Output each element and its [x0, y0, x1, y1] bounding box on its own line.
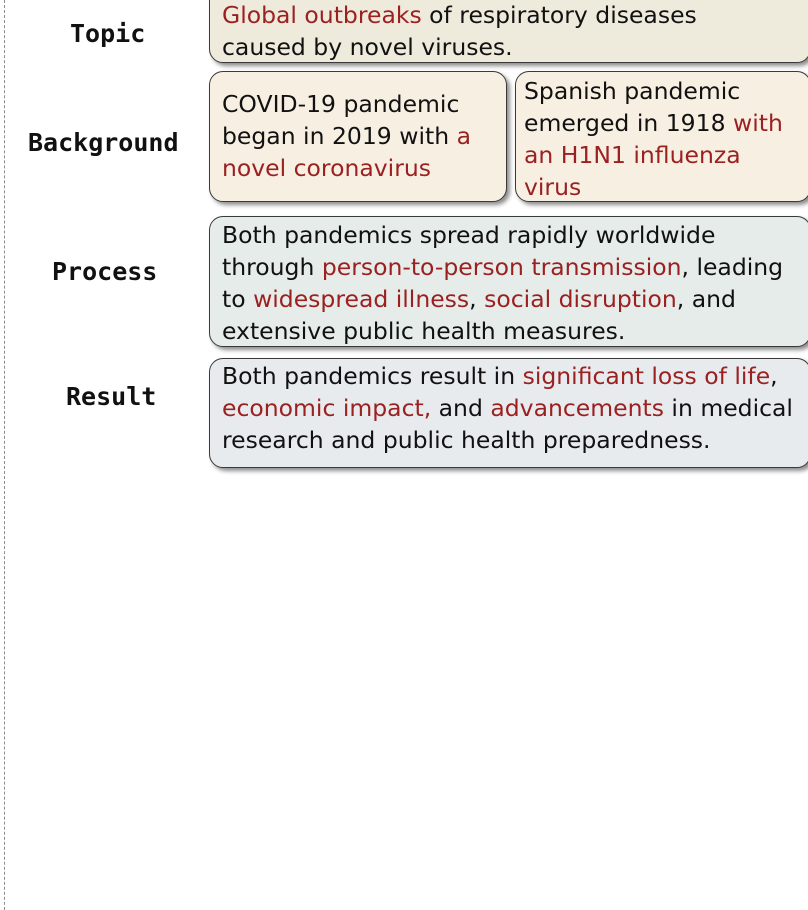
- background-right-line-2-highlight: with: [733, 109, 783, 137]
- label-topic: Topic: [70, 19, 146, 48]
- background-right-line-2-plain: emerged in 1918: [524, 109, 733, 137]
- topic-line-1-rest: of respiratory diseases: [421, 1, 697, 29]
- process-line-3: [222, 283, 736, 315]
- background-left-line-2: [222, 120, 471, 152]
- background-left-line-3: novel coronavirus: [222, 154, 431, 182]
- label-process: Process: [52, 257, 158, 286]
- background-right-box: [515, 71, 808, 202]
- result-line-1-rest: ,: [770, 362, 778, 390]
- result-line-1-highlight: significant loss of life: [522, 362, 771, 390]
- process-box: [209, 216, 808, 347]
- topic-line-2: caused by novel viruses.: [222, 33, 513, 61]
- background-right-line-3: an H1N1 influenza: [524, 141, 741, 169]
- process-line-1: Both pandemics spread rapidly worldwide: [222, 221, 716, 249]
- process-line-2-rest: , leading: [681, 253, 784, 281]
- result-box: [209, 358, 808, 468]
- background-left-line-2-plain: began in 2019 with: [222, 122, 457, 150]
- background-left-box: [209, 71, 507, 202]
- result-line-2-rest: in medical: [663, 394, 793, 422]
- process-line-4: extensive public health measures.: [222, 317, 626, 345]
- label-result: Result: [66, 382, 157, 411]
- result-line-1-plain: Both pandemics result in: [222, 362, 523, 390]
- process-line-3-rest: , and: [676, 285, 736, 313]
- background-left-line-1: COVID-19 pandemic: [222, 90, 460, 118]
- background-right-line-2: [524, 107, 783, 139]
- topic-box: [209, 0, 808, 63]
- result-line-2-highlight-1: economic impact,: [222, 394, 432, 422]
- process-line-2: [222, 251, 783, 283]
- background-left-line-2-highlight: a: [456, 122, 471, 150]
- process-line-2-plain: through: [222, 253, 322, 281]
- topic-highlight: Global outbreaks: [222, 1, 422, 29]
- topic-line-1: [222, 0, 697, 31]
- background-right-line-4: virus: [524, 173, 582, 201]
- process-line-3-highlight-1: widespread illness: [253, 285, 470, 313]
- label-background: Background: [28, 128, 179, 157]
- result-line-1: [222, 360, 778, 392]
- process-line-3-highlight-2: social disruption: [484, 285, 677, 313]
- result-line-3: research and public health preparedness.: [222, 426, 711, 454]
- background-right-line-1: Spanish pandemic: [524, 77, 741, 105]
- process-line-3-plain: to: [222, 285, 254, 313]
- process-line-2-highlight: person-to-person transmission: [321, 253, 682, 281]
- result-line-2-highlight-2: advancements: [490, 394, 664, 422]
- process-line-3-sep: ,: [469, 285, 485, 313]
- result-line-2: [222, 392, 793, 424]
- result-line-2-mid: and: [431, 394, 491, 422]
